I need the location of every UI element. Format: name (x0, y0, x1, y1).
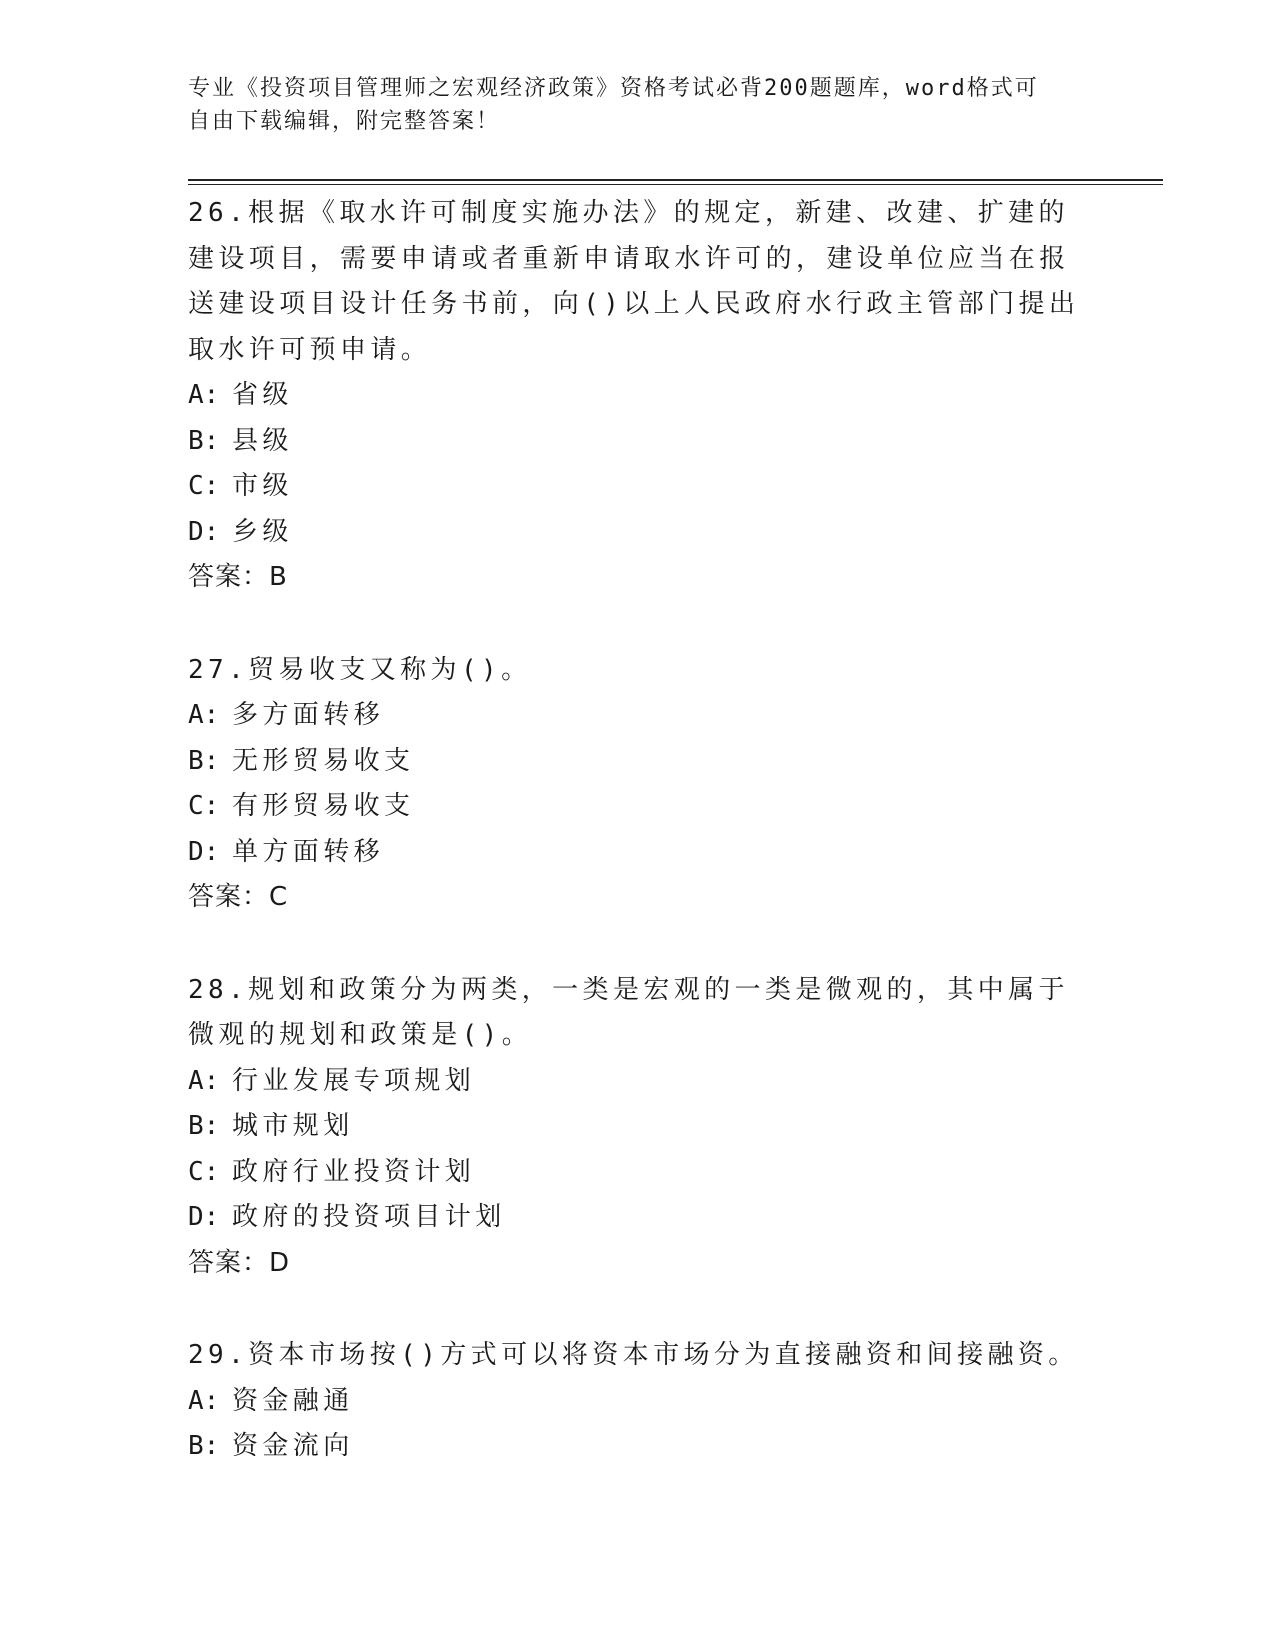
option-key: B: (188, 1431, 220, 1461)
option-a (188, 693, 1088, 739)
question-list (188, 191, 1088, 1470)
option-key: A: (188, 1385, 220, 1416)
option-key: A: (188, 700, 220, 730)
option-key: C: (188, 1156, 220, 1187)
answer-line: 答案：B (188, 562, 288, 592)
option-key: B: (188, 425, 220, 456)
option-text: 有形贸易收支 (232, 791, 415, 821)
option-b (188, 419, 1088, 465)
question-28 (188, 968, 1088, 1287)
option-text: 政府行业投资计划 (232, 1156, 476, 1187)
option-text: 资金流向 (232, 1431, 354, 1461)
option-text: 城市规划 (232, 1111, 354, 1141)
question-26 (188, 191, 1088, 601)
option-d (188, 1195, 1088, 1241)
option-a (188, 1379, 1088, 1425)
option-text: 市级 (232, 471, 293, 501)
option-text: 资金融通 (232, 1385, 354, 1416)
option-d (188, 830, 1088, 876)
question-stem: 29.资本市场按()方式可以将资本市场分为直接融资和间接融资。 (188, 1340, 1079, 1370)
option-text: 省级 (232, 380, 293, 410)
option-c (188, 784, 1088, 830)
question-27 (188, 648, 1088, 921)
question-stem: 26.根据《取水许可制度实施办法》的规定，新建、改建、扩建的建设项目，需要申请或者重新申请取水许可的，建设单位应当在报送建设项目设计任务书前，向()以上人民政府水行政主管部门提出取水许可预申请。 (188, 198, 1080, 365)
option-key: A: (188, 1065, 220, 1096)
question-spacer (188, 921, 1088, 968)
option-text: 无形贸易收支 (232, 745, 415, 776)
header-line-1: 专业《投资项目管理师之宏观经济政策》资格考试必背200题题库，word格式可 (188, 76, 1039, 101)
option-key: D: (188, 1202, 220, 1232)
option-key: D: (188, 516, 220, 547)
question-stem: 28.规划和政策分为两类，一类是宏观的一类是微观的，其中属于微观的规划和政策是()。 (188, 974, 1069, 1050)
option-text: 多方面转移 (232, 700, 385, 730)
option-key: D: (188, 836, 220, 867)
option-text: 行业发展专项规划 (232, 1065, 476, 1096)
option-text: 乡级 (232, 516, 293, 547)
option-key: A: (188, 380, 220, 410)
question-spacer (188, 1286, 1088, 1333)
option-b (188, 1424, 1088, 1470)
option-d (188, 510, 1088, 556)
option-key: C: (188, 471, 220, 501)
option-key: B: (188, 745, 220, 776)
question-29 (188, 1333, 1088, 1470)
header-line-2: 自由下载编辑，附完整答案！ (188, 109, 501, 134)
answer-line: 答案：D (188, 1247, 291, 1278)
question-spacer (188, 601, 1088, 648)
option-a (188, 1059, 1088, 1105)
answer-line: 答案：C (188, 882, 289, 912)
option-a (188, 373, 1088, 419)
question-stem: 27.贸易收支又称为()。 (188, 654, 532, 685)
option-c (188, 1150, 1088, 1196)
option-key: C: (188, 791, 220, 821)
option-key: B: (188, 1111, 220, 1141)
option-text: 政府的投资项目计划 (232, 1202, 506, 1232)
option-text: 单方面转移 (232, 836, 385, 867)
option-b (188, 1104, 1088, 1150)
document-header (188, 72, 1068, 138)
header-divider-thin (188, 184, 1163, 185)
option-text: 县级 (232, 425, 293, 456)
option-c (188, 464, 1088, 510)
option-b (188, 739, 1088, 785)
header-divider-thick (188, 179, 1163, 181)
